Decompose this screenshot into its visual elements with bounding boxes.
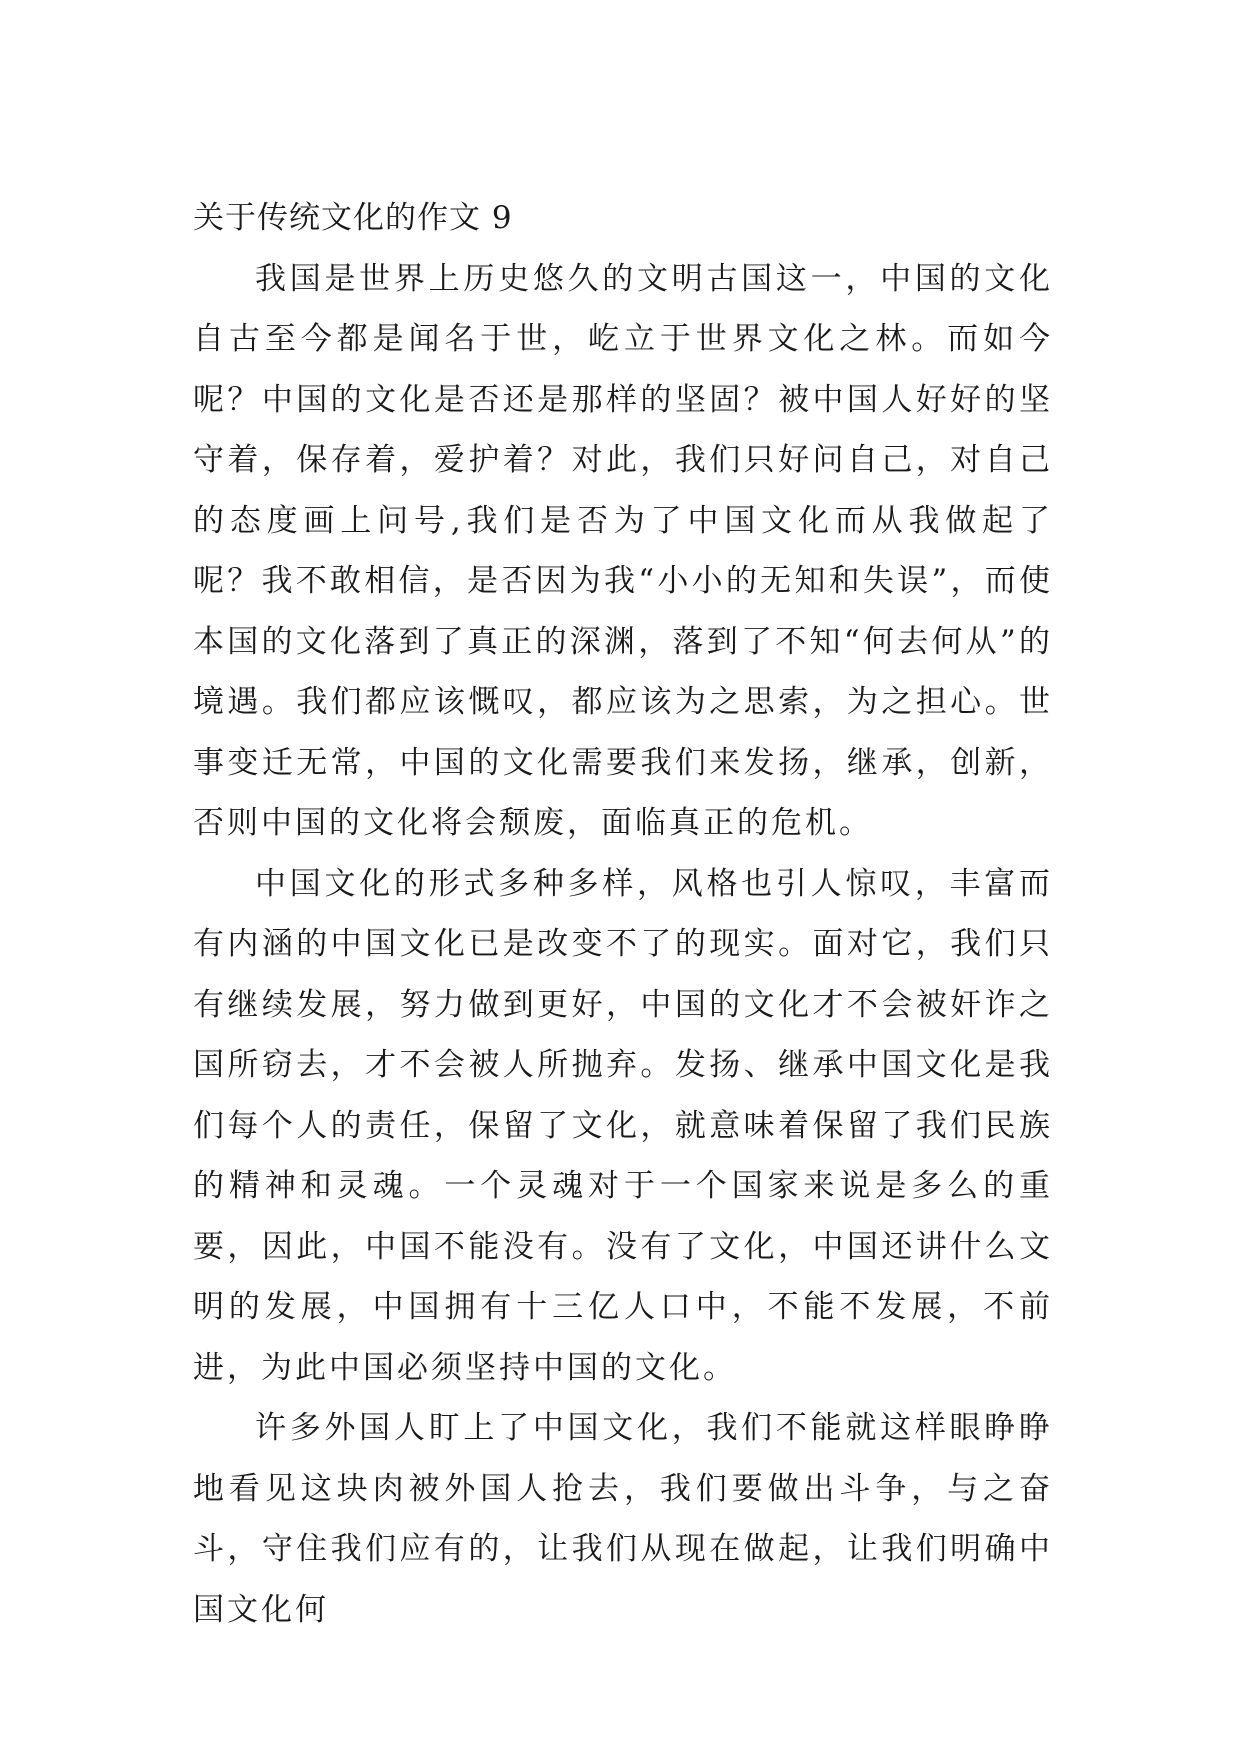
document-body [193, 188, 1053, 1640]
paragraph-3: 许多外国人盯上了中国文化，我们不能就这样眼睁睁地看见这块肉被外国人抢去，我们要做出斗争，与之奋斗，守住我们应有的，让我们从现在做起，让我们明确中国文化何 [193, 1410, 1053, 1628]
paragraph-2: 中国文化的形式多种多样，风格也引人惊叹，丰富而有内涵的中国文化已是改变不了的现实。面对它，我们只有继续发展，努力做到更好，中国的文化才不会被奸诈之国所窃去，才不会被人所抛弃。发扬、继承中国文化是我们每个人的责任，保留了文化，就意味着保留了我们民族的精神和灵魂。一个灵魂对于一个国家来说是多么的重要，因此，中国不能没有。没有了文化，中国还讲什么文明的发展，中国拥有十三亿人口中，不能不发展，不前进，为此中国必须坚持中国的文化。 [193, 865, 1053, 1386]
paragraph-1: 我国是世界上历史悠久的文明古国这一，中国的文化自古至今都是闻名于世，屹立于世界文化之林。而如今呢？中国的文化是否还是那样的坚固？被中国人好好的坚守着，保存着，爱护着？对此，我们只好问自己，对自己的态度画上问号,我们是否为了中国文化而从我做起了呢？我不敢相信，是否因为我“小小的无知和失误”，而使本国的文化落到了真正的深渊，落到了不知“何去何从”的境遇。我们都应该慨叹，都应该为之思索，为之担心。世事变迁无常，中国的文化需要我们来发扬，继承，创新，否则中国的文化将会颓废，面临真正的危机。 [193, 260, 1053, 841]
document-title: 关于传统文化的作文 9 [193, 200, 513, 236]
